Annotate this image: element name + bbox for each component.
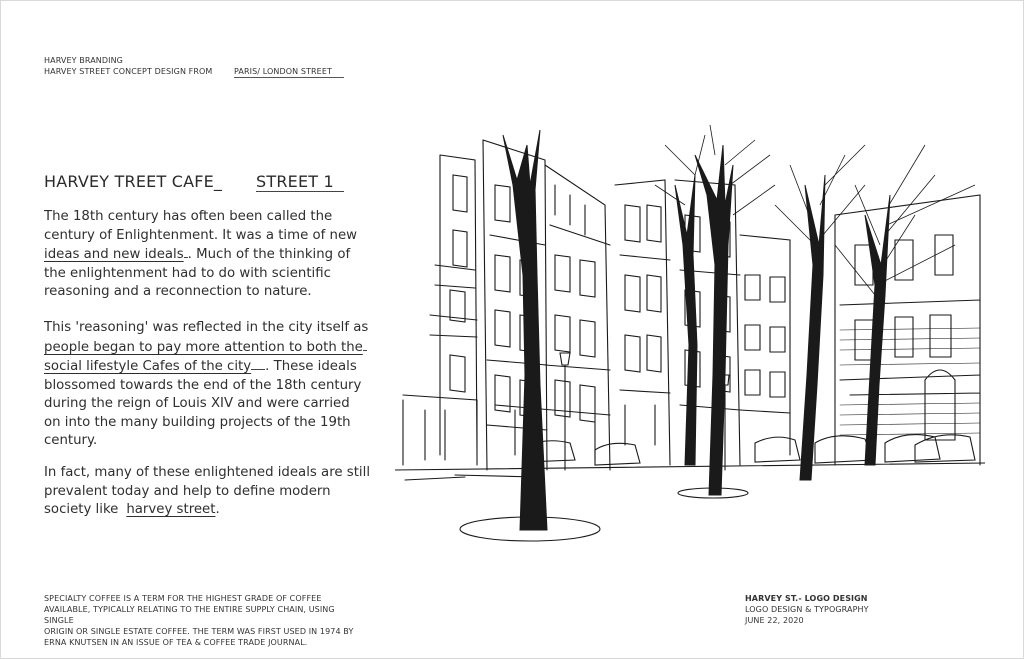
project-date: JUNE 22, 2020 <box>745 616 804 625</box>
cafe-title: HARVEY TREET CAFE_ <box>44 172 223 191</box>
header-location-link[interactable]: PARIS/ LONDON STREET <box>234 66 344 78</box>
text-line: The 18th century has often been called the <box>44 209 333 224</box>
header-concept: HARVEY STREET CONCEPT DESIGN FROM <box>44 67 213 76</box>
page-title <box>44 172 334 191</box>
text-line: This 'reasoning' was reflected in the city itself as <box>44 320 369 335</box>
header-brand: HARVEY BRANDING <box>44 56 123 65</box>
header <box>44 55 332 77</box>
underline-gap <box>363 338 367 351</box>
text-line: In fact, many of these enlightened ideals are still <box>44 465 371 480</box>
street-sketch-illustration <box>395 125 985 545</box>
text-line: reasoning and a reconnection to nature. <box>44 284 312 299</box>
text-line <box>44 357 364 377</box>
underline-gap <box>251 357 265 370</box>
tree-trunks <box>503 130 890 530</box>
footer-specialty-coffee-note <box>44 593 364 648</box>
text-line: the enlightenment had to do with scientific <box>44 265 331 281</box>
text-fragment: . These ideals <box>265 359 357 374</box>
paragraph-1 <box>44 208 364 302</box>
attention-link[interactable]: people began to pay more attention to both the <box>44 339 363 355</box>
project-subtitle: LOGO DESIGN & TYPOGRAPHY <box>745 605 869 614</box>
footer-project-info <box>745 593 869 626</box>
footer-line: ORIGIN OR SINGLE ESTATE COFFEE. THE TERM WAS FIRST USED IN 1974 BY <box>44 627 354 636</box>
ideas-link[interactable]: ideas and new ideals <box>44 247 184 262</box>
text-fragment: society like <box>44 502 119 517</box>
text-line: on into the many building projects of the 19th <box>44 414 351 430</box>
text-line: century of Enlightenment. It was a time of new <box>44 227 358 243</box>
street-label: STREET 1 <box>256 172 344 192</box>
footer-line: AVAILABLE, TYPICALLY RELATING TO THE ENTIRE SUPPLY CHAIN, USING SINGLE <box>44 605 335 625</box>
text-line <box>44 245 364 265</box>
footer-line: ERNA KNUTSEN IN AN ISSUE OF TEA & COFFEE TRADE JOURNAL. <box>44 638 308 647</box>
paragraph-3 <box>44 464 371 520</box>
text-line: century. <box>44 433 98 448</box>
harvey-street-link[interactable]: harvey street <box>126 502 216 517</box>
footer-line: SPECIALTY COFFEE IS A TERM FOR THE HIGHEST GRADE OF COFFEE <box>44 594 322 603</box>
cafes-link[interactable]: social lifestyle Cafes of the city <box>44 359 252 374</box>
text-fragment: . Much of the thinking of <box>187 247 351 262</box>
text-line: blossomed towards the end of the 18th century <box>44 377 362 393</box>
paragraph-2 <box>44 319 369 451</box>
text-line: prevalent today and help to define modern <box>44 483 331 499</box>
text-fragment: . <box>215 502 220 517</box>
text-line <box>44 501 364 520</box>
project-title: HARVEY ST.- LOGO DESIGN <box>745 594 868 603</box>
text-line: during the reign of Louis XIV and were carried <box>44 396 350 411</box>
text-line <box>44 338 364 358</box>
